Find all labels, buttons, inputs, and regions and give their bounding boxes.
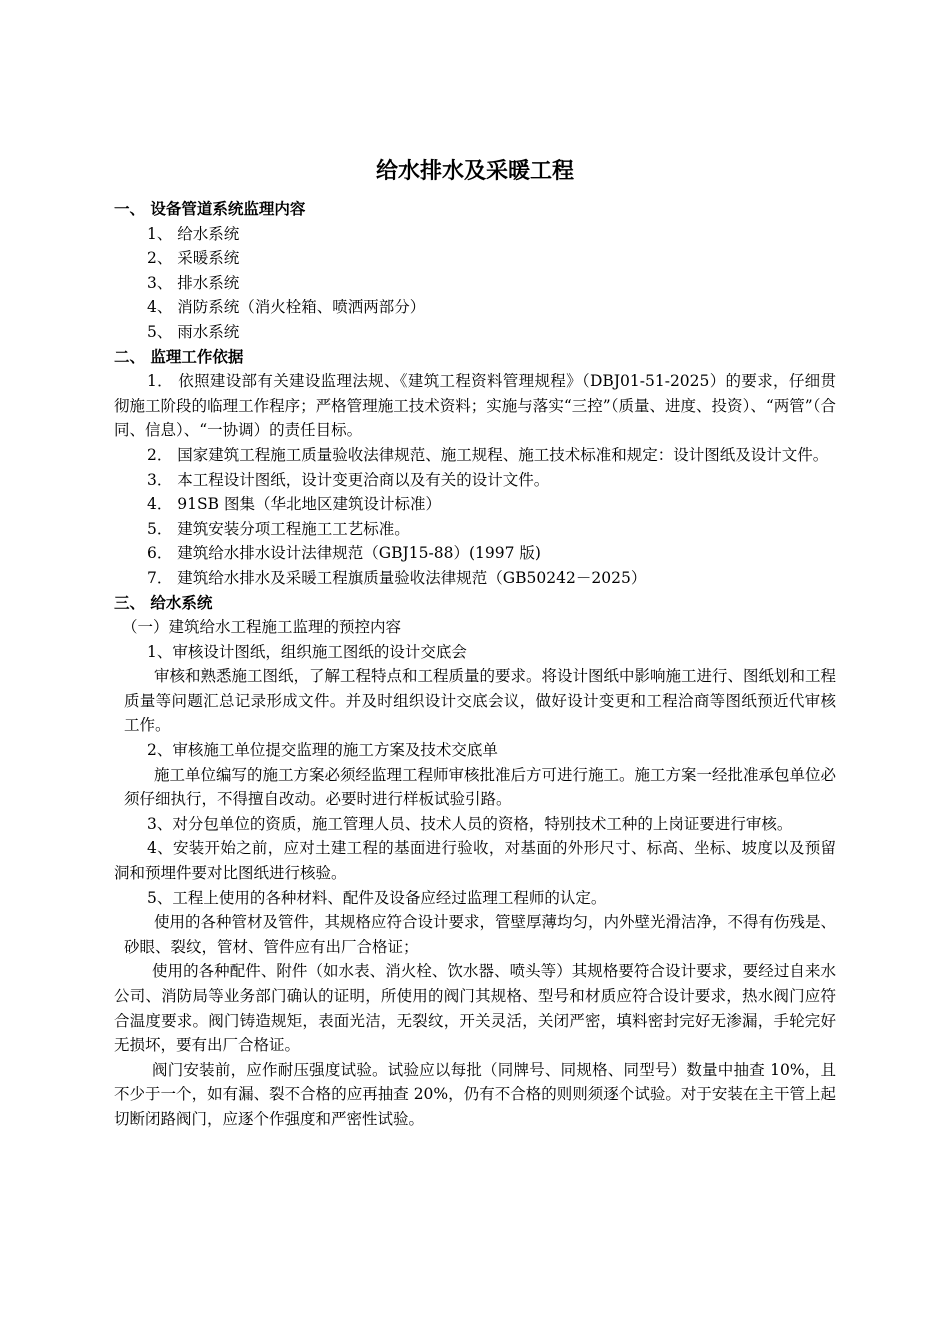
- paragraph: 使用的各种管材及管件，其规格应符合设计要求，管壁厚薄均匀，内外壁光滑洁净，不得有伤残是、砂眼、裂纹，管材、管件应有出厂合格证；: [124, 913, 837, 956]
- list-item: 3、 排水系统: [147, 273, 240, 292]
- paragraph: 4． 91SB 图集（华北地区建筑设计标准）: [147, 495, 441, 514]
- paragraph: 使用的各种配件、附件（如水表、消火栓、饮水器、喷头等）其规格要符合设计要求，要经过自来水公司、消防局等业务部门确认的证明，所使用的阀门其规格、型号和材质应符合设计要求，热水阀门应符合温度要求。阀门铸造规矩，表面光洁，无裂纹，开关灵活，关闭严密，填料密封完好无渗漏，手轮完好无损坏，要有出厂合格证。: [114, 962, 836, 1055]
- paragraph: 施工单位编写的施工方案必须经监理工程师审核批准后方可进行施工。施工方案一经批准承包单位必须仔细执行，不得擅自改动。必要时进行样板试验引路。: [124, 765, 837, 809]
- document-body: [114, 197, 836, 1132]
- subsection-heading: （一）建筑给水工程施工监理的预控内容: [122, 618, 402, 637]
- paragraph: 5、工程上使用的各种材料、配件及设备应经过监理工程师的认定。: [147, 888, 607, 907]
- paragraph: 3、对分包单位的资质，施工管理人员、技术人员的资格，特别技术工种的上岗证要进行审核。: [147, 814, 793, 833]
- paragraph: 5． 建筑安装分项工程施工工艺标准。: [147, 519, 410, 538]
- list-item: 5、 雨水系统: [147, 322, 240, 341]
- paragraph: 1． 依照建设部有关建设监理法规、《建筑工程资料管理规程》（DBJ01-51-2025）的要求，仔细贯彻施工阶段的临理工作程序；严格管理施工技术资料；实施与落实“三控”（质量、进度、投资）、“两管”（合同、信息）、“一协调）的责任目标。: [114, 372, 836, 440]
- list-item: 4、 消防系统（消火栓箱、喷洒两部分）: [147, 298, 426, 317]
- paragraph: 6． 建筑给水排水设计法律规范（GBJ15-88）(1997 版): [147, 544, 541, 563]
- paragraph: 阀门安装前，应作耐压强度试验。试验应以每批（同牌号、同规格、同型号）数量中抽查 10%，且不少于一个，如有漏、裂不合格的应再抽查 20%，仍有不合格的则则须逐个试验。对于安装在主干管上起切断闭路阀门，应逐个作强度和严密性试验。: [114, 1060, 836, 1128]
- list-item: 2、 采暖系统: [147, 249, 240, 268]
- section-heading-1: 一、 设备管道系统监理内容: [114, 200, 306, 218]
- paragraph: 7． 建筑给水排水及采暖工程旗质量验收法律规范（GB50242－2025）: [147, 568, 647, 587]
- paragraph: 4、安装开始之前，应对土建工程的基面进行验收，对基面的外形尺寸、标高、坐标、坡度以及预留洞和预埋件要对比图纸进行核验。: [114, 839, 836, 883]
- section-heading-3: 三、 给水系统: [114, 593, 213, 612]
- document-title: 给水排水及采暖工程: [375, 159, 574, 184]
- list-item: 1、 给水系统: [147, 224, 240, 243]
- paragraph: 2． 国家建筑工程施工质量验收法律规范、施工规程、施工技术标准和规定：设计图纸及设计文件。: [147, 445, 829, 464]
- paragraph: 3． 本工程设计图纸，设计变更洽商以及有关的设计文件。: [147, 470, 550, 489]
- paragraph: 审核和熟悉施工图纸，了解工程特点和工程质量的要求。将设计图纸中影响施工进行、图纸划和工程质量等问题汇总记录形成文件。并及时组织设计交底会议，做好设计变更和工程洽商等图纸预近代审核工作。: [124, 667, 837, 735]
- section-heading-2: 二、 监理工作依据: [114, 347, 244, 366]
- paragraph: 2、审核施工单位提交监理的施工方案及技术交底单: [147, 741, 498, 760]
- paragraph: 1、审核设计图纸，组织施工图纸的设计交底会: [147, 642, 467, 661]
